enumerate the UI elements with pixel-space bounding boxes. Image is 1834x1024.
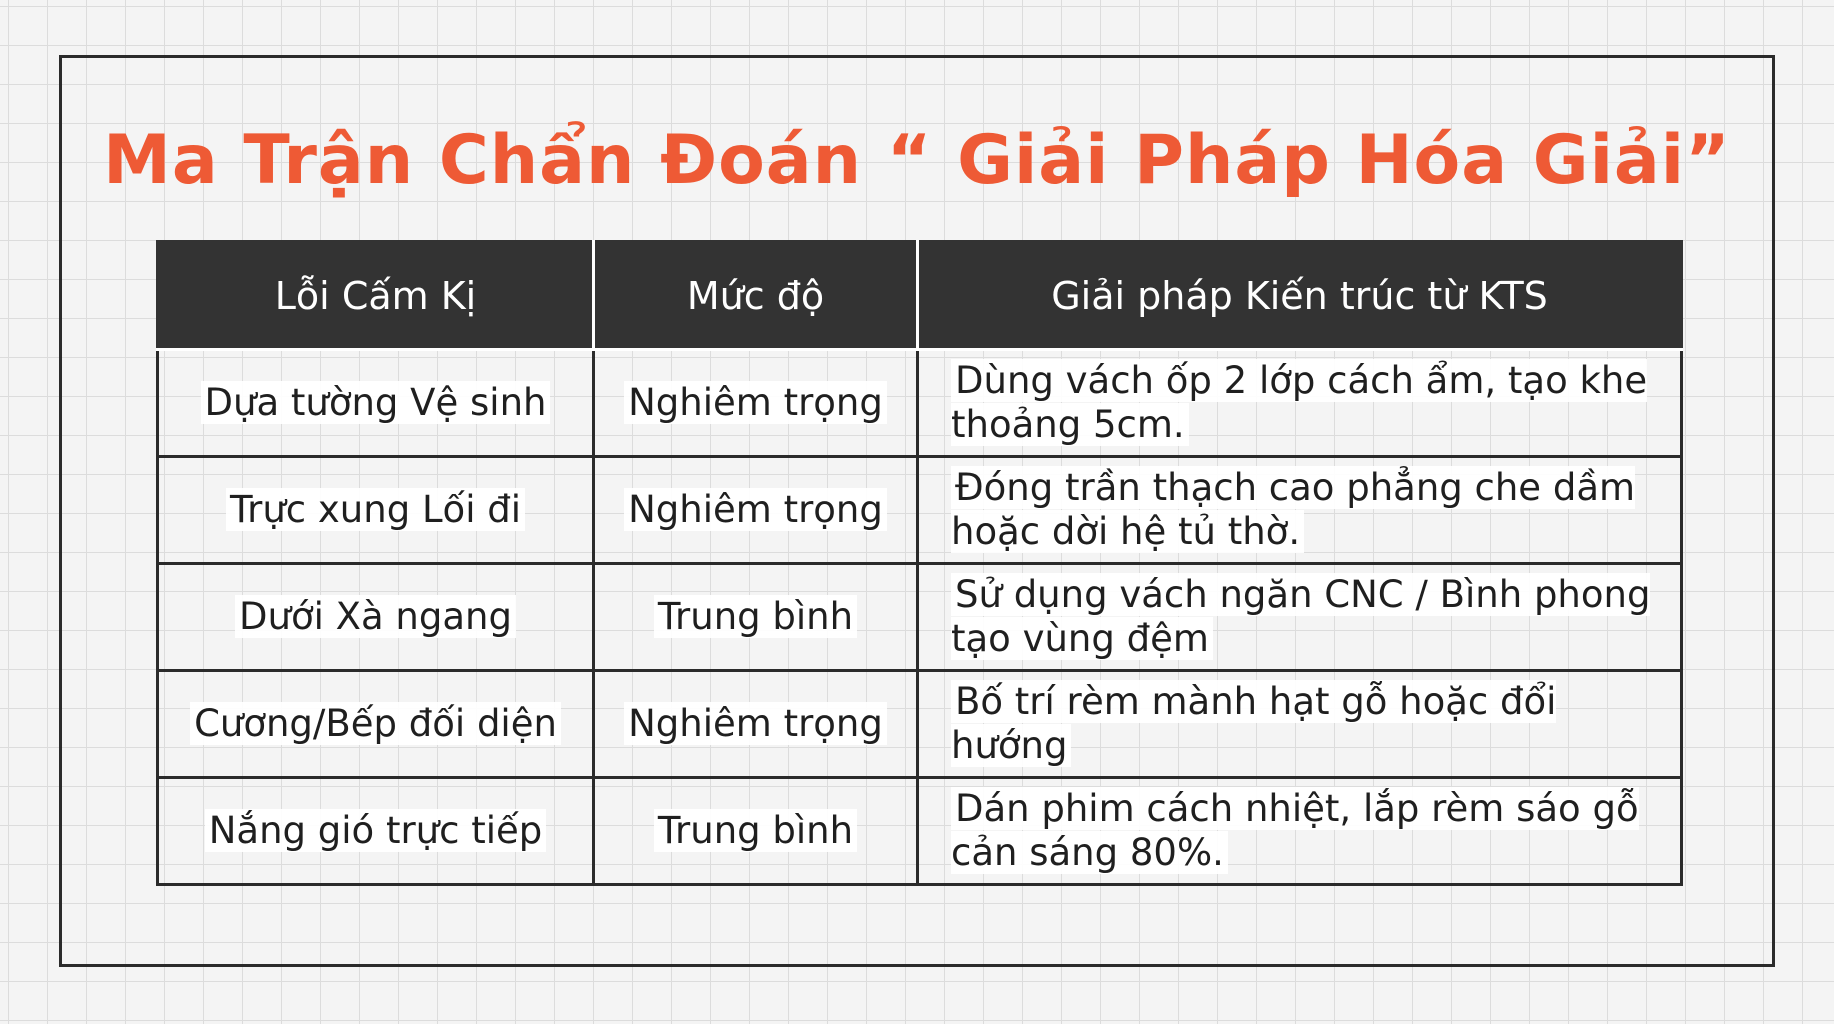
level-text: Nghiêm trọng bbox=[624, 381, 887, 424]
diagnosis-matrix-table bbox=[156, 240, 1683, 886]
level-cell bbox=[594, 671, 918, 778]
header-error: Lỗi Cấm Kị bbox=[158, 242, 594, 350]
table-row bbox=[158, 457, 1682, 564]
error-text: Dưới Xà ngang bbox=[235, 595, 516, 638]
level-text: Nghiêm trọng bbox=[624, 488, 887, 531]
level-cell bbox=[594, 350, 918, 457]
solution-cell bbox=[918, 778, 1682, 885]
solution-text: Sử dụng vách ngăn CNC / Bình phong tạo vùng đệm bbox=[951, 573, 1651, 660]
solution-text: Dùng vách ốp 2 lớp cách ẩm, tạo khe thoảng 5cm. bbox=[951, 359, 1648, 446]
error-text: Trực xung Lối đi bbox=[226, 488, 525, 531]
solution-text: Dán phim cách nhiệt, lắp rèm sáo gỗ cản sáng 80%. bbox=[951, 787, 1639, 874]
error-cell bbox=[158, 350, 594, 457]
level-text: Trung bình bbox=[654, 595, 857, 638]
error-text: Cương/Bếp đối diện bbox=[190, 702, 561, 745]
solution-cell bbox=[918, 671, 1682, 778]
solution-text: Đóng trần thạch cao phẳng che dầm hoặc dời hệ tủ thờ. bbox=[951, 466, 1636, 553]
level-cell bbox=[594, 778, 918, 885]
error-cell bbox=[158, 564, 594, 671]
solution-cell bbox=[918, 564, 1682, 671]
level-cell bbox=[594, 564, 918, 671]
solution-cell bbox=[918, 457, 1682, 564]
solution-cell bbox=[918, 350, 1682, 457]
level-text: Nghiêm trọng bbox=[624, 702, 887, 745]
solution-text: Bố trí rèm mành hạt gỗ hoặc đổi hướng bbox=[951, 680, 1557, 767]
level-cell bbox=[594, 457, 918, 564]
header-level: Mức độ bbox=[594, 242, 918, 350]
table-row bbox=[158, 350, 1682, 457]
table-header-row bbox=[158, 242, 1682, 350]
table-row bbox=[158, 671, 1682, 778]
header-solution: Giải pháp Kiến trúc từ KTS bbox=[918, 242, 1682, 350]
error-cell bbox=[158, 778, 594, 885]
table-row bbox=[158, 778, 1682, 885]
error-text: Nắng gió trực tiếp bbox=[205, 809, 547, 852]
error-cell bbox=[158, 457, 594, 564]
page-title: Ma Trận Chẩn Đoán “ Giải Pháp Hóa Giải” bbox=[103, 121, 1731, 200]
error-cell bbox=[158, 671, 594, 778]
level-text: Trung bình bbox=[654, 809, 857, 852]
table-row bbox=[158, 564, 1682, 671]
error-text: Dựa tường Vệ sinh bbox=[201, 381, 551, 424]
